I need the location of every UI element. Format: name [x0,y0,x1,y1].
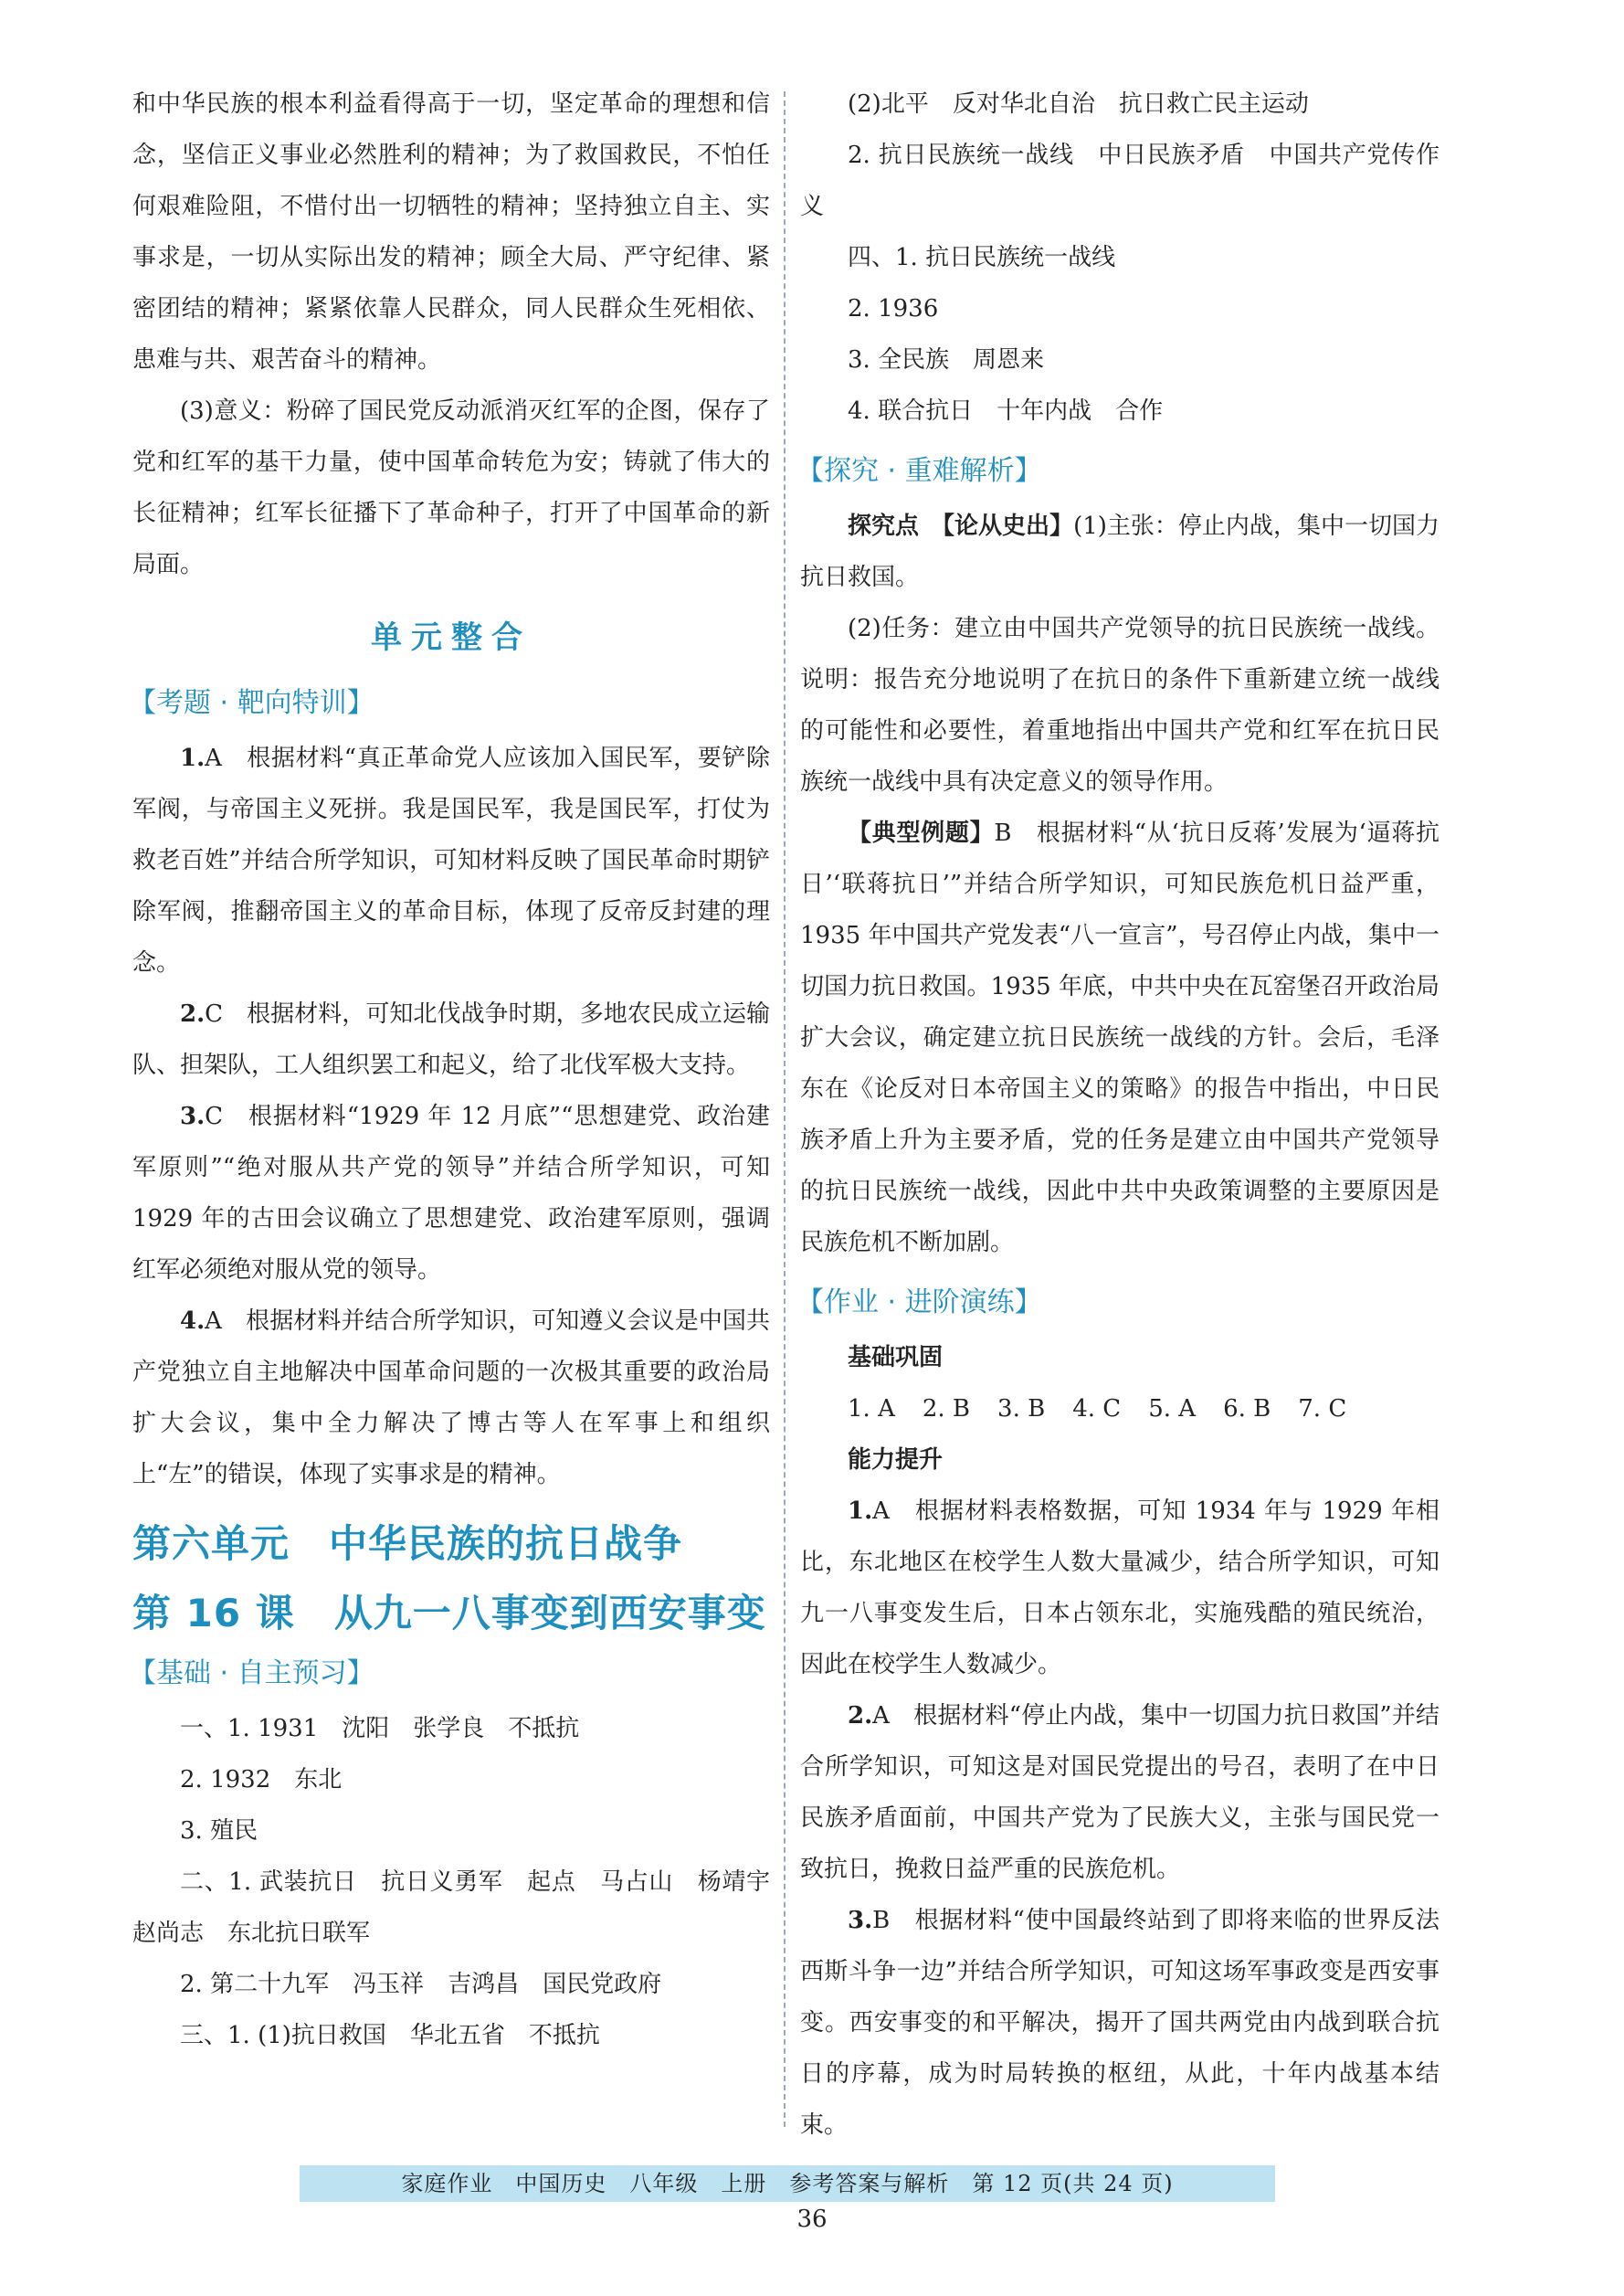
footer-bar: 家庭作业 中国历史 八年级 上册 参考答案与解析 第 12 页(共 24 页) [300,2165,1275,2202]
answer-number: 1. [180,745,206,772]
explore-point [800,501,1439,603]
answer-line: 3. 殖民 [180,1817,258,1845]
answer-line: 2. 第二十九军 冯玉祥 吉鸿昌 国民党政府 [180,1971,662,1998]
answer-item [800,1690,1439,1895]
paragraph-long-march-spirit: 和中华民族的根本利益看得高于一切，坚定革命的理想和信念，坚信正义事业必然胜利的精神；为了救国救民，不怕任何艰难险阻，不惜付出一切牺牲的精神；坚持独立自主、实事求是，一切从实际出发的精神；顾全大局、严守纪律、紧密团结的精神；紧紧依靠人民群众，同人民群众生死相依、患难与共、艰苦奋斗的精神。 [132,90,770,374]
answer-item [132,1296,770,1500]
answer-number: 2. [848,1702,873,1730]
answer-line: 二、1. 武装抗日 抗日义勇军 起点 马占山 杨靖宇 赵尚志 东北抗日联军 [132,1868,795,1947]
answer-text: C 根据材料，可知北伐战争时期，多地农民成立运输队、担架队，工人组织罢工和起义，给了北伐军极大支持。 [132,1000,770,1079]
section-header-explore: 【探究 · 重难解析】 [796,455,1042,487]
answer-line: 四、1. 抗日民族统一战线 [848,244,1116,271]
section-header-exam: 【考题 · 靶向特训】 [129,687,374,719]
answer-number: 1. [848,1497,873,1525]
page-number: 36 [796,2206,828,2233]
answer-text: A 根据材料并结合所学知识，可知遵义会议是中国共产党独立自主地解决中国革命问题的一次极其重要的政治局扩大会议，集中全力解决了博古等人在军事上和组织上“左”的错误，体现了实事求是的精神。 [132,1307,770,1488]
mc-answer: 3. B [997,1395,1046,1423]
advance-title: 能力提升 [848,1446,944,1474]
answer-item [800,1895,1439,2151]
answer-text: B 根据材料“使中国最终站到了即将来临的世界反法西斯斗争一边”并结合所学知识，可知这场军事政变是西安事变。西安事变的和平解决，揭开了国共两党由内战到联合抗日的序幕，成为时局转换的枢纽，从此，十年内战基本结束。 [800,1907,1439,2139]
answer-line: 3. 全民族 周恩来 [848,346,1045,374]
left-column [129,79,795,2061]
answer-number: 2. [180,1000,206,1028]
answer-item [132,989,770,1091]
answer-line: 2. 1936 [848,295,939,323]
section-header-homework: 【作业 · 进阶演练】 [796,1286,1042,1318]
typical-example [800,808,1439,1268]
answer-line: 2. 1932 东北 [180,1766,343,1793]
answer-item [132,1091,770,1296]
answer-number: 4. [180,1307,206,1335]
answer-text: A 根据材料“停止内战，集中一切国力抗日救国”并结合所学知识，可知这是对国民党提出的号召，表明了在中日民族矛盾面前，中国共产党为了民族大义，主张与国民党一致抗日，挽救日益严重的民族危机。 [800,1702,1439,1883]
answer-item [800,1486,1439,1690]
answer-text: A 根据材料“真正革命党人应该加入国民军，要铲除军阀，与帝国主义死拼。我是国民军，我是国民军，打仗为救老百姓”并结合所学知识，可知材料反映了国民革命时期铲除军阀，推翻帝国主义的革命目标，体现了反帝反封建的理念。 [132,745,770,977]
lesson-title: 第 16 课 从九一八事变到西安事变 [132,1591,766,1635]
answer-line: 三、1. (1)抗日救国 华北五省 不抵抗 [180,2022,600,2049]
basic-title: 基础巩固 [848,1344,944,1371]
example-label: 【典型例题】 [848,820,995,847]
answer-line: 2. 抗日民族统一战线 中日民族矛盾 中国共产党传作义 [800,142,1439,220]
unit-summary-title: 单元整合 [371,619,532,656]
explore-text: (1)主张：停止内战，集中一切国力抗日救国。 [800,513,1439,591]
answer-number: 3. [848,1907,873,1934]
answer-text: C 根据材料“1929 年 12 月底”“思想建党、政治建军原则”“绝对服从共产党的领导”并结合所学知识，可知 1929 年的古田会议确立了思想建党、政治建军原则，强调红军必须绝对服从党的领导。 [132,1103,770,1284]
answer-line: (2)北平 反对华北自治 抗日救亡民主运动 [848,90,1309,118]
basic-answers [800,1383,1439,1434]
answer-line: 4. 联合抗日 十年内战 合作 [848,397,1164,425]
explore-task: (2)任务：建立由中国共产党领导的抗日民族统一战线。说明：报告充分地说明了在抗日的条件下重新建立统一战线的可能性和必要性，着重地指出中国共产党和红军在抗日民族统一战线中具有决定意义的领导作用。 [800,615,1439,796]
column-divider [784,91,786,2127]
right-column [796,79,1439,2151]
section-header-preview: 【基础 · 自主预习】 [129,1657,374,1689]
mc-answer: 4. C [1072,1395,1122,1423]
explore-label: 探究点 【论从史出】 [848,513,1074,540]
mc-answer: 2. B [922,1395,971,1423]
mc-answer: 6. B [1223,1395,1271,1423]
mc-answer: 7. C [1298,1395,1347,1423]
example-text: B 根据材料“从‘抗日反蒋’发展为‘逼蒋抗日’‘联蒋抗日’”并结合所学知识，可知民族危机日益严重，1935 年中国共产党发表“八一宣言”，号召停止内战，集中一切国力抗日救国。1935 年底，中共中央在瓦窑堡召开政治局扩大会议，确定建立抗日民族统一战线的方针。会后，毛泽东在《论反对日本帝国主义的策略》的报告中指出，中日民族矛盾上升为主要矛盾，党的任务是建立由中国共产党领导的抗日民族统一战线，因此中共中央政策调整的主要原因是民族危机不断加剧。 [800,820,1439,1256]
answer-text: A 根据材料表格数据，可知 1934 年与 1929 年相比，东北地区在校学生人数大量减少，结合所学知识，可知九一八事变发生后，日本占领东北，实施残酷的殖民统治，因此在校学生人数减少。 [800,1497,1439,1678]
answer-line: 一、1. 1931 沈阳 张学良 不抵抗 [180,1715,580,1742]
answer-item [132,733,770,989]
mc-answer: 5. A [1148,1395,1197,1423]
unit-six-title: 第六单元 中华民族的抗日战争 [132,1521,683,1566]
paragraph-significance: (3)意义：粉碎了国民党反动派消灭红军的企图，保存了党和红军的基干力量，使中国革命转危为安；铸就了伟大的长征精神；红军长征播下了革命种子，打开了中国革命的新局面。 [132,397,770,578]
answer-number: 3. [180,1103,206,1130]
mc-answer: 1. A [848,1395,895,1423]
